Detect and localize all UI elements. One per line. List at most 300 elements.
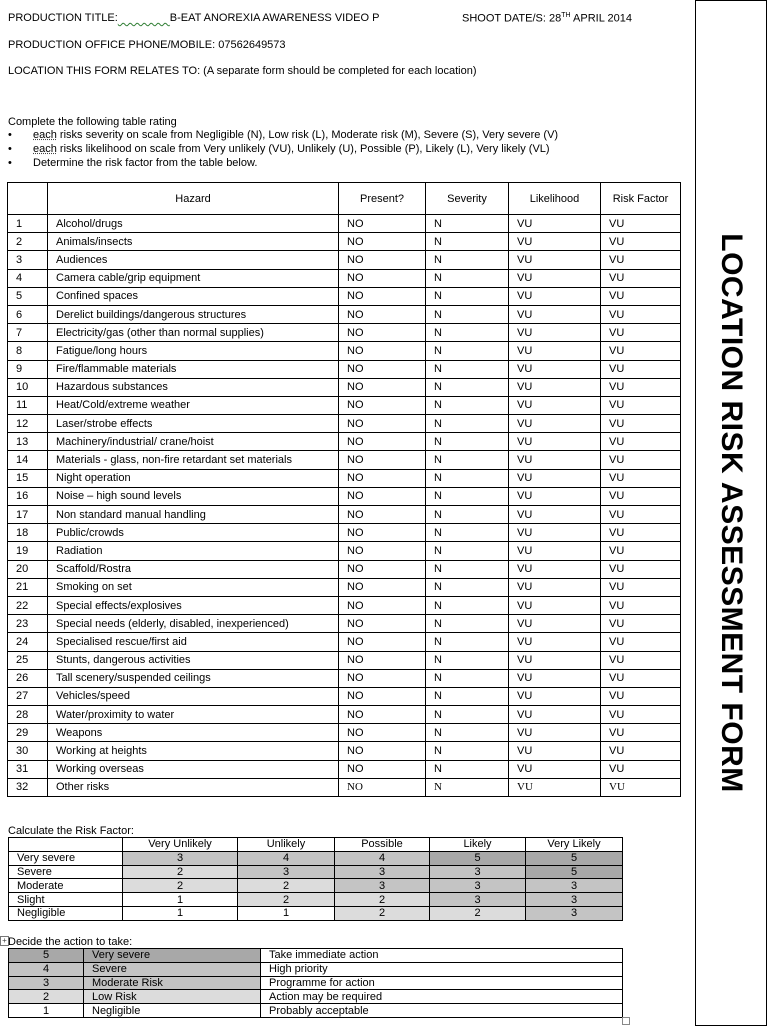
- hazard-likelihood: VU: [509, 415, 601, 433]
- risk-factor-cell: 3: [430, 893, 526, 907]
- action-level-label: Moderate Risk: [84, 976, 261, 990]
- hazard-number: 16: [8, 487, 48, 505]
- hazard-risk-factor: VU: [601, 669, 681, 687]
- hazard-name: Scaffold/Rostra: [48, 560, 339, 578]
- hazard-name: Specialised rescue/first aid: [48, 633, 339, 651]
- phone-line: PRODUCTION OFFICE PHONE/MOBILE: 07562649573: [8, 39, 286, 51]
- action-level: 5: [9, 949, 84, 963]
- hazard-severity: N: [426, 506, 509, 524]
- hazard-severity: N: [426, 487, 509, 505]
- hazard-name: Animals/insects: [48, 233, 339, 251]
- action-level: 4: [9, 962, 84, 976]
- hazard-present: NO: [339, 669, 426, 687]
- risk-factor-cell: 4: [238, 851, 335, 865]
- hazard-likelihood: VU: [509, 633, 601, 651]
- hazard-risk-factor: VU: [601, 724, 681, 742]
- hazard-name: Weapons: [48, 724, 339, 742]
- rf-likely-header: Likely: [430, 838, 526, 852]
- action-level: 1: [9, 1004, 84, 1018]
- col-hazard-header: Hazard: [48, 183, 339, 215]
- hazard-name: Heat/Cold/extreme weather: [48, 396, 339, 414]
- risk-factor-cell: 2: [335, 906, 430, 920]
- risk-factor-cell: 3: [526, 906, 623, 920]
- action-row: [9, 976, 623, 990]
- hazard-risk-factor: VU: [601, 742, 681, 760]
- hazard-name: Stunts, dangerous activities: [48, 651, 339, 669]
- action-level-label: Negligible: [84, 1004, 261, 1018]
- action-row: [9, 962, 623, 976]
- action-level-label: Low Risk: [84, 990, 261, 1004]
- risk-factor-row: [9, 865, 623, 879]
- hazard-number: 8: [8, 342, 48, 360]
- hazard-risk-factor: VU: [601, 578, 681, 596]
- hazard-name: Derelict buildings/dangerous structures: [48, 305, 339, 323]
- severity-label: Slight: [9, 893, 123, 907]
- hazard-likelihood: VU: [509, 560, 601, 578]
- hazard-row: [8, 524, 681, 542]
- risk-factor-row: [9, 893, 623, 907]
- risk-factor-cell: 3: [335, 865, 430, 879]
- hazard-severity: N: [426, 633, 509, 651]
- instructions-list: [8, 129, 688, 169]
- hazard-number: 27: [8, 687, 48, 705]
- hazard-severity: N: [426, 578, 509, 596]
- hazard-risk-factor: VU: [601, 542, 681, 560]
- action-level: 2: [9, 990, 84, 1004]
- hazard-row: [8, 251, 681, 269]
- hazard-risk-factor: VU: [601, 487, 681, 505]
- hazard-row: [8, 724, 681, 742]
- instruction-bullet-1: [8, 129, 688, 142]
- hazard-likelihood: VU: [509, 706, 601, 724]
- hazard-present: NO: [339, 760, 426, 778]
- hazard-number: 1: [8, 215, 48, 233]
- risk-factor-header-row: [9, 838, 623, 852]
- risk-factor-cell: 3: [238, 865, 335, 879]
- hazard-likelihood: VU: [509, 742, 601, 760]
- hazard-severity: N: [426, 451, 509, 469]
- action-level-label: Severe: [84, 962, 261, 976]
- hazard-name: Vehicles/speed: [48, 687, 339, 705]
- hazard-row: [8, 706, 681, 724]
- shoot-date-label: SHOOT DATE/S: 28: [462, 12, 562, 25]
- hazard-number: 19: [8, 542, 48, 560]
- action-level: 3: [9, 976, 84, 990]
- hazard-present: NO: [339, 360, 426, 378]
- hazard-number: 17: [8, 506, 48, 524]
- bullet-icon: •: [8, 143, 12, 155]
- risk-factor-cell: 5: [526, 851, 623, 865]
- risk-factor-cell: 3: [335, 879, 430, 893]
- risk-factor-cell: 3: [430, 865, 526, 879]
- instruction-bullet-3: [8, 157, 688, 170]
- hazard-present: NO: [339, 615, 426, 633]
- bullet-icon: •: [8, 157, 12, 169]
- hazard-number: 22: [8, 596, 48, 614]
- hazard-likelihood: VU: [509, 687, 601, 705]
- hazard-number: 25: [8, 651, 48, 669]
- risk-factor-cell: 3: [526, 879, 623, 893]
- hazard-risk-factor: VU: [601, 506, 681, 524]
- instruction-word: each: [33, 143, 57, 155]
- action-level-label: Very severe: [84, 949, 261, 963]
- table-anchor-icon[interactable]: +: [0, 936, 9, 946]
- hazard-risk-factor: VU: [601, 324, 681, 342]
- hazard-name: Hazardous substances: [48, 378, 339, 396]
- hazard-number: 6: [8, 305, 48, 323]
- risk-factor-cell: 3: [430, 879, 526, 893]
- hazard-number: 7: [8, 324, 48, 342]
- hazard-row: [8, 596, 681, 614]
- hazard-present: NO: [339, 396, 426, 414]
- hazard-number: 23: [8, 615, 48, 633]
- hazard-likelihood: VU: [509, 360, 601, 378]
- hazard-name: Night operation: [48, 469, 339, 487]
- hazard-likelihood: VU: [509, 433, 601, 451]
- action-row: [9, 990, 623, 1004]
- risk-factor-cell: 5: [526, 865, 623, 879]
- location-line: LOCATION THIS FORM RELATES TO: (A separate form should be completed for each location): [8, 65, 477, 77]
- hazard-likelihood: VU: [509, 578, 601, 596]
- hazard-risk-factor: VU: [601, 706, 681, 724]
- hazard-name: Fatigue/long hours: [48, 342, 339, 360]
- hazard-number: 11: [8, 396, 48, 414]
- hazard-likelihood: VU: [509, 506, 601, 524]
- hazard-risk-factor: VU: [601, 615, 681, 633]
- hazard-name: Working overseas: [48, 760, 339, 778]
- hazard-present: NO: [339, 378, 426, 396]
- hazard-name: Other risks: [48, 778, 339, 796]
- risk-factor-row: [9, 906, 623, 920]
- hazard-present: NO: [339, 233, 426, 251]
- risk-factor-cell: 2: [430, 906, 526, 920]
- hazard-risk-factor: VU: [601, 433, 681, 451]
- hazard-number: 21: [8, 578, 48, 596]
- hazard-severity: N: [426, 615, 509, 633]
- hazard-row: [8, 506, 681, 524]
- rf-possible-header: Possible: [335, 838, 430, 852]
- hazard-name: Materials - glass, non-fire retardant set materials: [48, 451, 339, 469]
- hazard-risk-factor: VU: [601, 233, 681, 251]
- hazard-row: [8, 215, 681, 233]
- instruction-text: risks severity on scale from Negligible (N), Low risk (L), Moderate risk (M), Severe (S), Very severe (V): [56, 129, 559, 141]
- hazard-present: NO: [339, 269, 426, 287]
- shoot-date-rest: APRIL 2014: [570, 12, 632, 25]
- hazard-present: NO: [339, 251, 426, 269]
- hazard-likelihood: VU: [509, 615, 601, 633]
- hazard-likelihood: VU: [509, 342, 601, 360]
- hazard-present: NO: [339, 451, 426, 469]
- instruction-text: Determine the risk factor from the table below.: [33, 157, 258, 169]
- hazard-number: 26: [8, 669, 48, 687]
- hazard-likelihood: VU: [509, 287, 601, 305]
- risk-factor-cell: 2: [335, 893, 430, 907]
- hazard-likelihood: VU: [509, 469, 601, 487]
- hazard-likelihood: VU: [509, 596, 601, 614]
- hazard-row: [8, 396, 681, 414]
- hazard-severity: N: [426, 433, 509, 451]
- hazard-row: [8, 487, 681, 505]
- hazard-table: [7, 182, 681, 797]
- hazard-number: 3: [8, 251, 48, 269]
- severity-label: Severe: [9, 865, 123, 879]
- action-row: [9, 1004, 623, 1018]
- hazard-likelihood: VU: [509, 760, 601, 778]
- hazard-severity: N: [426, 324, 509, 342]
- hazard-number: 24: [8, 633, 48, 651]
- hazard-likelihood: VU: [509, 233, 601, 251]
- hazard-header-row: [8, 183, 681, 215]
- hazard-severity: N: [426, 305, 509, 323]
- hazard-severity: N: [426, 287, 509, 305]
- hazard-row: [8, 305, 681, 323]
- hazard-risk-factor: VU: [601, 651, 681, 669]
- hazard-name: Alcohol/drugs: [48, 215, 339, 233]
- hazard-likelihood: VU: [509, 669, 601, 687]
- action-title: Decide the action to take:: [8, 936, 133, 948]
- risk-factor-cell: 1: [238, 906, 335, 920]
- shoot-date: [462, 12, 632, 25]
- hazard-likelihood: VU: [509, 251, 601, 269]
- hazard-severity: N: [426, 560, 509, 578]
- action-text: Probably acceptable: [261, 1004, 623, 1018]
- instruction-word: each: [33, 129, 57, 141]
- hazard-number: 28: [8, 706, 48, 724]
- hazard-present: NO: [339, 687, 426, 705]
- hazard-row: [8, 742, 681, 760]
- hazard-name: Non standard manual handling: [48, 506, 339, 524]
- hazard-name: Camera cable/grip equipment: [48, 269, 339, 287]
- hazard-present: NO: [339, 342, 426, 360]
- risk-factor-cell: 4: [335, 851, 430, 865]
- rf-very-unlikely-header: Very Unlikely: [123, 838, 238, 852]
- hazard-present: NO: [339, 633, 426, 651]
- col-severity-header: Severity: [426, 183, 509, 215]
- hazard-row: [8, 560, 681, 578]
- risk-factor-cell: 2: [123, 865, 238, 879]
- hazard-present: NO: [339, 596, 426, 614]
- shoot-date-sup: TH: [561, 12, 571, 19]
- hazard-present: NO: [339, 724, 426, 742]
- hazard-row: [8, 233, 681, 251]
- hazard-row: [8, 433, 681, 451]
- hazard-severity: N: [426, 596, 509, 614]
- hazard-name: Fire/flammable materials: [48, 360, 339, 378]
- hazard-row: [8, 542, 681, 560]
- col-present-header: Present?: [339, 183, 426, 215]
- hazard-severity: N: [426, 215, 509, 233]
- hazard-risk-factor: VU: [601, 378, 681, 396]
- rf-unlikely-header: Unlikely: [238, 838, 335, 852]
- hazard-name: Special effects/explosives: [48, 596, 339, 614]
- col-risk-factor-header: Risk Factor: [601, 183, 681, 215]
- risk-factor-title: Calculate the Risk Factor:: [8, 825, 134, 837]
- hazard-name: Noise – high sound levels: [48, 487, 339, 505]
- hazard-risk-factor: VU: [601, 451, 681, 469]
- hazard-name: Laser/strobe effects: [48, 415, 339, 433]
- hazard-severity: N: [426, 251, 509, 269]
- hazard-row: [8, 469, 681, 487]
- hazard-name: Special needs (elderly, disabled, inexperienced): [48, 615, 339, 633]
- col-likelihood-header: Likelihood: [509, 183, 601, 215]
- hazard-number: 20: [8, 560, 48, 578]
- hazard-number: 13: [8, 433, 48, 451]
- hazard-row: [8, 578, 681, 596]
- hazard-row: [8, 778, 681, 796]
- hazard-row: [8, 651, 681, 669]
- hazard-present: NO: [339, 305, 426, 323]
- hazard-number: 29: [8, 724, 48, 742]
- hazard-present: NO: [339, 433, 426, 451]
- hazard-likelihood: VU: [509, 651, 601, 669]
- hazard-row: [8, 451, 681, 469]
- hazard-risk-factor: VU: [601, 778, 681, 796]
- action-text: Take immediate action: [261, 949, 623, 963]
- hazard-present: NO: [339, 560, 426, 578]
- hazard-severity: N: [426, 360, 509, 378]
- hazard-risk-factor: VU: [601, 215, 681, 233]
- hazard-likelihood: VU: [509, 269, 601, 287]
- hazard-severity: N: [426, 542, 509, 560]
- hazard-present: NO: [339, 578, 426, 596]
- hazard-likelihood: VU: [509, 305, 601, 323]
- hazard-row: [8, 378, 681, 396]
- hazard-risk-factor: VU: [601, 415, 681, 433]
- hazard-risk-factor: VU: [601, 305, 681, 323]
- hazard-present: NO: [339, 706, 426, 724]
- hazard-severity: N: [426, 760, 509, 778]
- hazard-name: Working at heights: [48, 742, 339, 760]
- hazard-number: 30: [8, 742, 48, 760]
- hazard-likelihood: VU: [509, 542, 601, 560]
- hazard-number: 18: [8, 524, 48, 542]
- hazard-number: 31: [8, 760, 48, 778]
- hazard-name: Radiation: [48, 542, 339, 560]
- hazard-number: 14: [8, 451, 48, 469]
- risk-factor-cell: 2: [238, 879, 335, 893]
- hazard-risk-factor: VU: [601, 524, 681, 542]
- hazard-severity: N: [426, 233, 509, 251]
- hazard-severity: N: [426, 396, 509, 414]
- risk-factor-cell: 1: [123, 906, 238, 920]
- hazard-severity: N: [426, 378, 509, 396]
- action-text: Action may be required: [261, 990, 623, 1004]
- hazard-row: [8, 687, 681, 705]
- risk-factor-row: [9, 879, 623, 893]
- hazard-present: NO: [339, 487, 426, 505]
- hazard-severity: N: [426, 651, 509, 669]
- hazard-present: NO: [339, 778, 426, 796]
- hazard-likelihood: VU: [509, 778, 601, 796]
- hazard-risk-factor: VU: [601, 287, 681, 305]
- hazard-name: Public/crowds: [48, 524, 339, 542]
- hazard-severity: N: [426, 669, 509, 687]
- severity-label: Negligible: [9, 906, 123, 920]
- hazard-risk-factor: VU: [601, 360, 681, 378]
- hazard-present: NO: [339, 415, 426, 433]
- hazard-present: NO: [339, 215, 426, 233]
- hazard-name: Water/proximity to water: [48, 706, 339, 724]
- risk-factor-cell: 3: [123, 851, 238, 865]
- hazard-row: [8, 342, 681, 360]
- hazard-number: 12: [8, 415, 48, 433]
- hazard-likelihood: VU: [509, 724, 601, 742]
- risk-factor-cell: 1: [123, 893, 238, 907]
- severity-label: Moderate: [9, 879, 123, 893]
- hazard-row: [8, 615, 681, 633]
- hazard-likelihood: VU: [509, 378, 601, 396]
- risk-factor-cell: 5: [430, 851, 526, 865]
- hazard-present: NO: [339, 469, 426, 487]
- hazard-severity: N: [426, 742, 509, 760]
- action-text: Programme for action: [261, 976, 623, 990]
- hazard-risk-factor: VU: [601, 596, 681, 614]
- hazard-name: Electricity/gas (other than normal supplies): [48, 324, 339, 342]
- production-title-value: B-EAT ANOREXIA AWARENESS VIDEO P: [169, 12, 380, 24]
- hazard-risk-factor: VU: [601, 687, 681, 705]
- hazard-risk-factor: VU: [601, 560, 681, 578]
- hazard-row: [8, 633, 681, 651]
- hazard-name: Tall scenery/suspended ceilings: [48, 669, 339, 687]
- instructions-intro: Complete the following table rating: [8, 116, 177, 128]
- hazard-risk-factor: VU: [601, 269, 681, 287]
- risk-factor-row: [9, 851, 623, 865]
- hazard-likelihood: VU: [509, 451, 601, 469]
- hazard-name: Audiences: [48, 251, 339, 269]
- rf-very-likely-header: Very Likely: [526, 838, 623, 852]
- hazard-number: 15: [8, 469, 48, 487]
- table-resize-handle[interactable]: [622, 1017, 630, 1025]
- risk-factor-cell: 2: [123, 879, 238, 893]
- hazard-severity: N: [426, 415, 509, 433]
- hazard-number: 4: [8, 269, 48, 287]
- hazard-number: 2: [8, 233, 48, 251]
- hazard-number: 32: [8, 778, 48, 796]
- form-title-sidebar: [695, 0, 767, 1026]
- action-text: High priority: [261, 962, 623, 976]
- hazard-present: NO: [339, 524, 426, 542]
- risk-factor-table: [8, 837, 623, 921]
- hazard-row: [8, 287, 681, 305]
- hazard-row: [8, 360, 681, 378]
- action-row: [9, 949, 623, 963]
- hazard-row: [8, 415, 681, 433]
- form-title: LOCATION RISK ASSESSMENT FORM: [715, 233, 748, 793]
- hazard-number: 10: [8, 378, 48, 396]
- hazard-present: NO: [339, 506, 426, 524]
- hazard-risk-factor: VU: [601, 469, 681, 487]
- production-title-line: [8, 12, 379, 24]
- action-table: [8, 948, 623, 1018]
- risk-factor-cell: 2: [238, 893, 335, 907]
- hazard-risk-factor: VU: [601, 251, 681, 269]
- hazard-severity: N: [426, 269, 509, 287]
- hazard-row: [8, 760, 681, 778]
- hazard-number: 5: [8, 287, 48, 305]
- hazard-row: [8, 669, 681, 687]
- hazard-severity: N: [426, 469, 509, 487]
- hazard-present: NO: [339, 742, 426, 760]
- production-title-label: PRODUCTION TITLE:: [8, 12, 118, 24]
- hazard-present: NO: [339, 324, 426, 342]
- hazard-likelihood: VU: [509, 396, 601, 414]
- hazard-number: 9: [8, 360, 48, 378]
- bullet-icon: •: [8, 129, 12, 141]
- hazard-name: Machinery/industrial/ crane/hoist: [48, 433, 339, 451]
- rf-corner-header: [9, 838, 123, 852]
- hazard-present: NO: [339, 651, 426, 669]
- hazard-severity: N: [426, 687, 509, 705]
